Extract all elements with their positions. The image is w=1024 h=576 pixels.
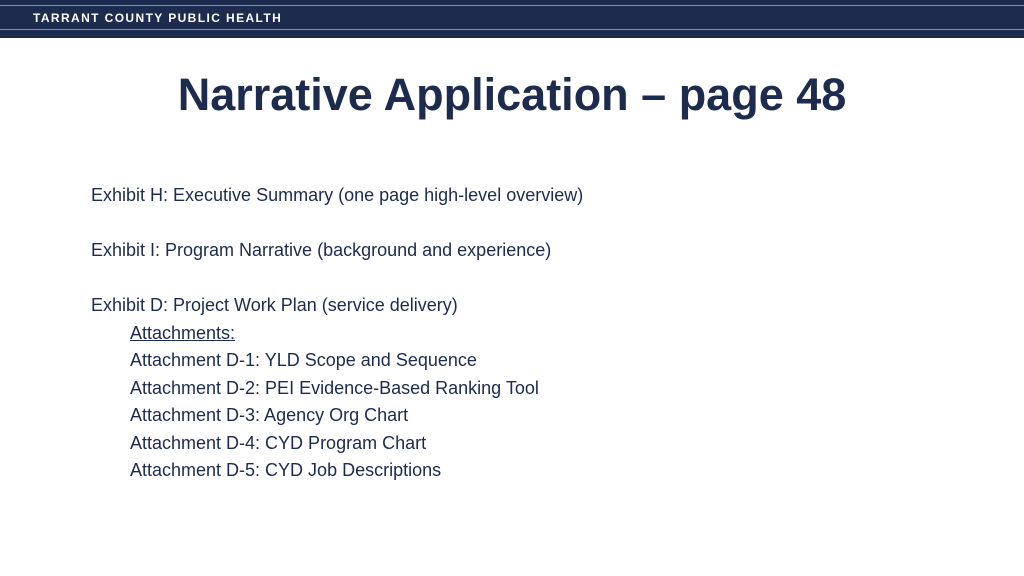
attachment-item: Attachment D-4: CYD Program Chart [130,432,427,453]
exhibit-h: Exhibit H: Executive Summary (one page high-level overview) [91,185,584,205]
slide-content [91,182,971,485]
attachments-heading-label: Attachments: [130,322,236,343]
spacer [91,265,971,293]
attachment-item: Attachment D-1: YLD Scope and Sequence [130,350,477,370]
attachments-heading [91,320,971,348]
organization-name: TARRANT COUNTY PUBLIC HEALTH [33,11,283,25]
slide-title: Narrative Application – page 48 [177,69,847,120]
exhibit-d: Exhibit D: Project Work Plan (service delivery) [91,295,458,315]
spacer [91,210,971,238]
attachment-item: Attachment D-2: PEI Evidence-Based Ranking Tool [130,377,539,398]
header-band [0,0,1024,38]
header-top-rule [0,5,1024,6]
header-bottom-rule [0,29,1024,30]
attachment-item: Attachment D-5: CYD Job Descriptions [130,460,442,480]
attachment-item: Attachment D-3: Agency Org Chart [130,405,409,425]
exhibit-i: Exhibit I: Program Narrative (background and experience) [91,240,552,260]
